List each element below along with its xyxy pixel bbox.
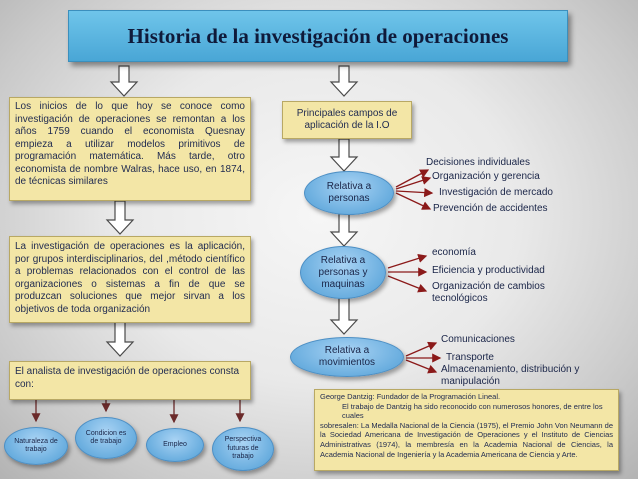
ellipse-movimientos — [290, 337, 404, 377]
maquinas-item-2: Eficiencia y productividad — [432, 265, 545, 276]
movimientos-connector-3 — [406, 360, 436, 372]
title-to-campos-arrow — [331, 66, 357, 96]
history-box: Los inicios de lo que hoy se conoce como investigación de operaciones se remontan a los años 1759 cuando el economista Quesnay empieza a utilizar modelos primitivos de programación matemática. Más tarde, otro economista de nombre Walras, hace uso, en 1874, de técnicas similares — [9, 97, 251, 201]
dantzig-box — [314, 389, 619, 471]
movimientos-label: Relativa a movimientos — [318, 345, 376, 368]
ellipse-maquinas — [300, 246, 386, 299]
dantzig-line-2: El trabajo de Dantzig ha sido reconocido con numerosos honores, de entre los cuales — [342, 401, 603, 421]
node-perspectiva-label: Perspectiva futuras de trabajo — [224, 436, 262, 461]
personas-item-4: Prevención de accidentes — [433, 203, 548, 214]
personas-item-2: Organización y gerencia — [432, 171, 540, 182]
box2-to-box3-arrow — [107, 322, 133, 356]
analyst-box: El analista de investigación de operaciones consta con: — [9, 361, 251, 400]
movimientos-item-3: Almacenamiento, distribución y manipulación — [441, 364, 580, 387]
maquinas-connector-3 — [388, 276, 426, 291]
personas-connector-4 — [396, 193, 430, 209]
personas-connector-2 — [396, 178, 430, 189]
node-condiciones — [75, 417, 137, 459]
box1-to-box2-arrow — [107, 201, 133, 234]
maquinas-item-3: Organización de cambios tecnológicos — [432, 281, 545, 304]
node-naturaleza-label: Naturaleza de trabajo — [14, 437, 58, 453]
personas-label: Relativa a personas — [326, 181, 372, 204]
campos-box — [282, 101, 412, 139]
movimientos-connector-1 — [406, 343, 436, 356]
maquinas-label: Relativa a personas y maquinas — [318, 254, 368, 290]
personas-connector-3 — [396, 191, 432, 193]
node-condiciones-label: Condicion es de trabajo — [85, 429, 127, 445]
dantzig-line-3: sobresalen: La Medalla Nacional de la Ciencia (1975), el Premio John Von Neumann de la Sociedad Americana de Investigación de Operaciones y el Instituto de Ciencias Administrativas (1974), la membresía en la Academia Nacional de Ciencias, la Academia Nacional de Ingeniería y la Academia Americana de Ciencia y Arte. — [320, 420, 613, 459]
maquinas-to-movimientos-arrow — [331, 298, 357, 334]
campos-to-personas-arrow — [331, 139, 357, 171]
definition-box: La investigación de operaciones es la aplicación, por grupos interdisciplinarios, del ,método científico a problemas relacionados con el control de las organizaciones o sistemas a fin de que se produzcan soluciones que mejor sirvan a los objetivos de toda organización — [9, 236, 251, 323]
campos-label: Principales campos de aplicación de la I.O — [296, 107, 398, 131]
node-empleo-label: Empleo — [163, 440, 187, 448]
node-naturaleza — [4, 427, 68, 465]
movimientos-item-2: Transporte — [446, 352, 494, 363]
ellipse-personas — [304, 171, 394, 215]
title-to-box1-arrow — [111, 66, 137, 96]
page-title: Historia de la investigación de operaciones — [68, 10, 568, 62]
personas-item-3: Investigación de mercado — [439, 187, 553, 198]
node-empleo — [146, 428, 204, 462]
personas-to-maquinas-arrow — [331, 214, 357, 246]
maquinas-item-1: economía — [432, 247, 476, 258]
dantzig-line-1: George Dantzig: Fundador de la Programación Lineal. — [320, 392, 501, 401]
maquinas-connector-1 — [388, 256, 426, 268]
personas-item-1: Decisiones individuales — [426, 157, 530, 168]
movimientos-item-1: Comunicaciones — [441, 334, 515, 345]
node-perspectiva — [212, 427, 274, 471]
